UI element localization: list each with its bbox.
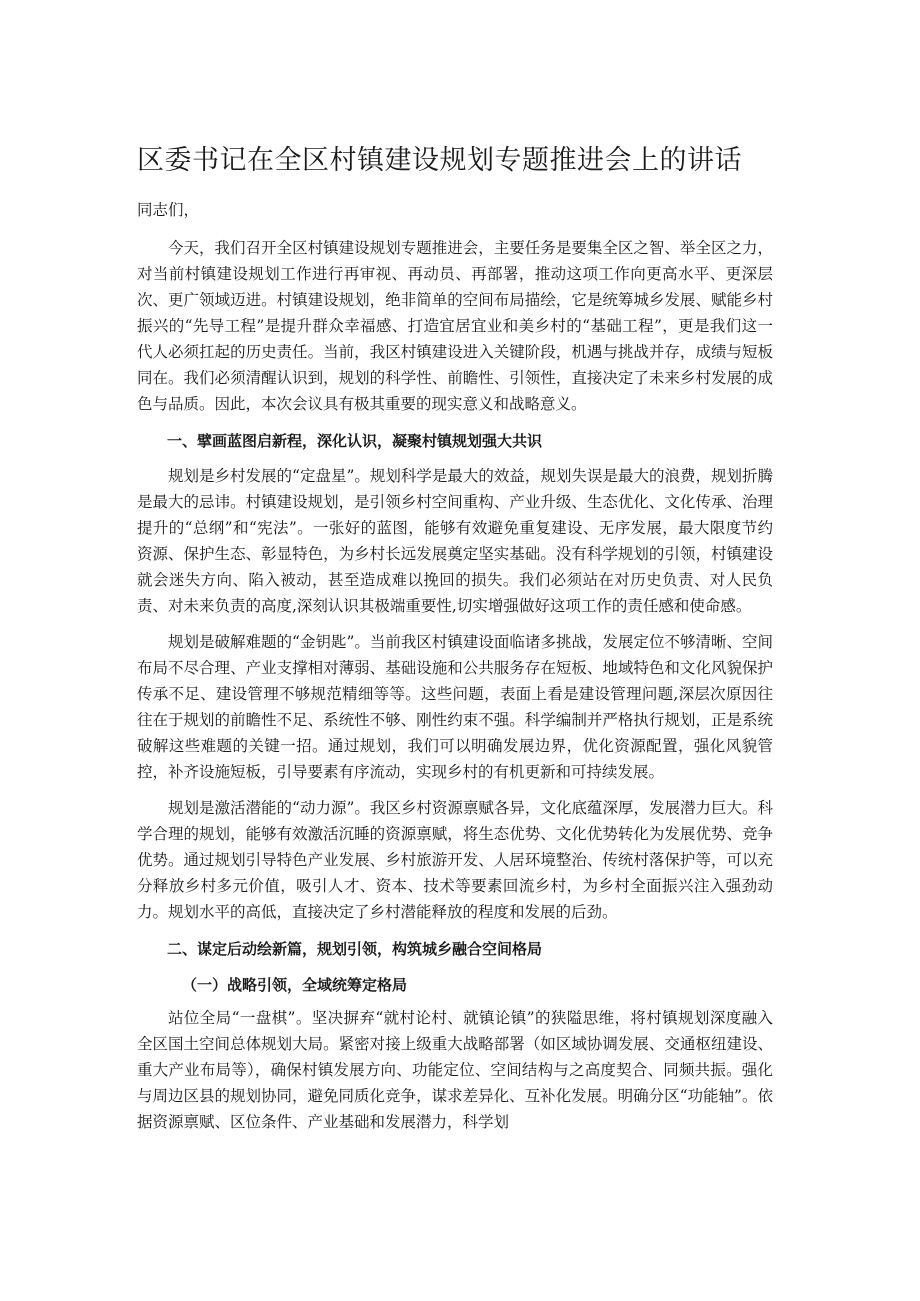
- intro-paragraph: 今天，我们召开全区村镇建设规划专题推进会，主要任务是要集全区之智、举全区之力，对当前村镇建设规划工作进行再审视、再动员、再部署，推动这项工作向更高水平、更深层次、更广领域迈进。村镇建设规划，绝非简单的空间布局描绘，它是统筹城乡发展、赋能乡村振兴的“先导工程”是提升群众幸福感、打造宜居宜业和美乡村的“基础工程”，更是我们这一代人必须扛起的历史责任。当前，我区村镇建设进入关键阶段，机遇与挑战并存，成绩与短板同在。我们必须清醒认识到，规划的科学性、前瞻性、引领性，直接决定了未来乡村发展的成色与品质。因此，本次会议具有极其重要的现实意义和战略意义。: [137, 239, 773, 413]
- paragraph: 规划是破解难题的“金钥匙”。当前我区村镇建设面临诸多挑战，发展定位不够清晰、空间布局不尽合理、产业支撑相对薄弱、基础设施和公共服务存在短板、地域特色和文化风貌保护传承不足、建设管理不够规范精细等等。这些问题，表面上看是建设管理问题,深层次原因往往在于规划的前瞻性不足、系统性不够、刚性约束不强。科学编制并严格执行规划，正是系统破解这些难题的关键一招。通过规划，我们可以明确发展边界，优化资源配置，强化风貌管控，补齐设施短板，引导要素有序流动，实现乡村的有机更新和可持续发展。: [137, 633, 773, 781]
- section-2-subheading: （一）战略引领，全域统筹定格局: [182, 976, 408, 994]
- salutation: 同志们，: [137, 201, 200, 219]
- paragraph: 规划是乡村发展的“定盘星”。规划科学是最大的效益，规划失误是最大的浪费，规划折腾是最大的忌讳。村镇建设规划，是引领乡村空间重构、产业升级、生态优化、文化传承、治理提升的“总纲”和“宪法”。一张好的蓝图，能够有效避免重复建设、无序发展，最大限度节约资源、保护生态、彰显特色，为乡村长远发展奠定坚实基础。没有科学规划的引领，村镇建设就会迷失方向、陷入被动，甚至造成难以挽回的损失。我们必须站在对历史负责、对人民负责、对未来负责的高度,深刻认识其极端重要性,切实增强做好这项工作的责任感和使命感。: [137, 467, 773, 615]
- document-page: [137, 140, 773, 1145]
- paragraph: 站位全局“一盘棋”。坚决摒弃“就村论村、就镇论镇”的狭隘思维，将村镇规划深度融入全区国土空间总体规划大局。紧密对接上级重大战略部署（如区域协调发展、交通枢纽建设、重大产业布局等），确保村镇发展方向、功能定位、空间结构与之高度契合、同频共振。强化与周边区县的规划协同，避免同质化竞争，谋求差异化、互补化发展。明确分区“功能轴”。依据资源禀赋、区位条件、产业基础和发展潜力，科学划: [137, 1009, 773, 1131]
- document-title: 区委书记在全区村镇建设规划专题推进会上的讲话: [137, 145, 742, 176]
- section-1-heading: 一、擘画蓝图启新程，深化认识，凝聚村镇规划强大共识: [167, 432, 543, 450]
- section-2-heading: 二、谋定后动绘新篇，规划引领，构筑城乡融合空间格局: [167, 940, 543, 958]
- paragraph: 规划是激活潜能的“动力源”。我区乡村资源禀赋各异，文化底蕴深厚，发展潜力巨大。科学合理的规划，能够有效激活沉睡的资源禀赋，将生态优势、文化优势转化为发展优势、竞争优势。通过规划引导特色产业发展、乡村旅游开发、人居环境整治、传统村落保护等，可以充分释放乡村多元价值，吸引人才、资本、技术等要素回流乡村，为乡村全面振兴注入强劲动力。规划水平的高低，直接决定了乡村潜能释放的程度和发展的后劲。: [137, 799, 773, 921]
